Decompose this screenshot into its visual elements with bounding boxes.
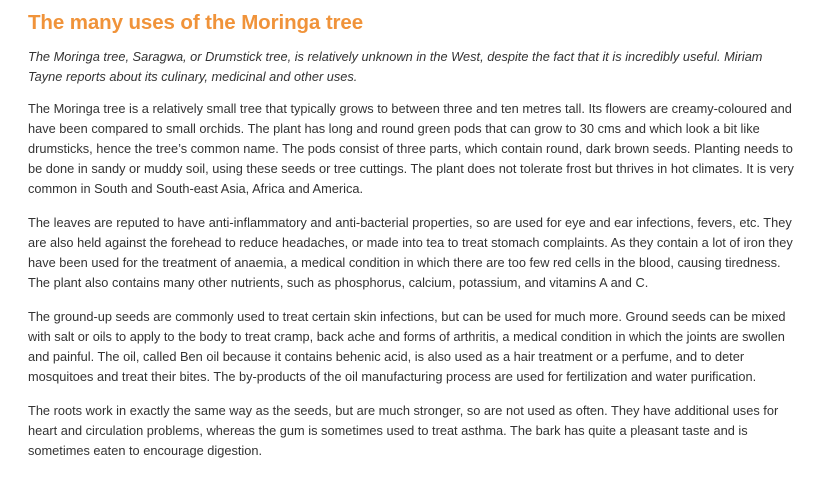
article-title: The many uses of the Moringa tree (28, 11, 364, 34)
article-paragraph-2: The leaves are reputed to have anti-inflammatory and anti-bacterial properties, so are used for eye and ear infections, fevers, etc. They are also held against the forehead to reduce headaches, or made into tea to treat stomach complaints. As they contain a lot of iron they have been used for the treatment of anaemia, a medical condition in which there are too few red cells in the blood, causing tiredness. The plant also contains many other nutrients, such as phosphorus, calcium, potassium, and vitamins A and C. (28, 215, 793, 290)
article-paragraph-1: The Moringa tree is a relatively small tree that typically grows to between three and ten metres tall. Its flowers are creamy-coloured and have been compared to small orchids. The plant has long and round green pods that can grow to 30 cms and which look a bit like drumsticks, hence the tree’s common name. The pods consist of three parts, which contain round, dark brown seeds. Planting needs to be done in sandy or muddy soil, using these seeds or tree cuttings. The plant does not tolerate frost but thrives in hot climates. It is very common in South and South-east Asia, Africa and America. (28, 101, 794, 196)
article-paragraph-4: The roots work in exactly the same way as the seeds, but are much stronger, so are not used as often. They have additional uses for heart and circulation problems, whereas the gum is sometimes used to treat asthma. The bark has quite a pleasant taste and is sometimes eaten to encourage digestion. (28, 403, 779, 458)
article-intro: The Moringa tree, Saragwa, or Drumstick tree, is relatively unknown in the West, despite the fact that it is incredibly useful. Miriam Tayne reports about its culinary, medicinal and other uses. (28, 49, 763, 84)
article-paragraph-3: The ground-up seeds are commonly used to treat certain skin infections, but can be used for much more. Ground seeds can be mixed with salt or oils to apply to the body to treat cramp, back ache and forms of arthritis, a medical condition in which the joints are swollen and painful. The oil, called Ben oil because it contains behenic acid, is also used as a hair treatment or a perfume, and to deter mosquitoes and treat their bites. The by-products of the oil manufacturing process are used for fertilization and water purification. (28, 309, 786, 384)
